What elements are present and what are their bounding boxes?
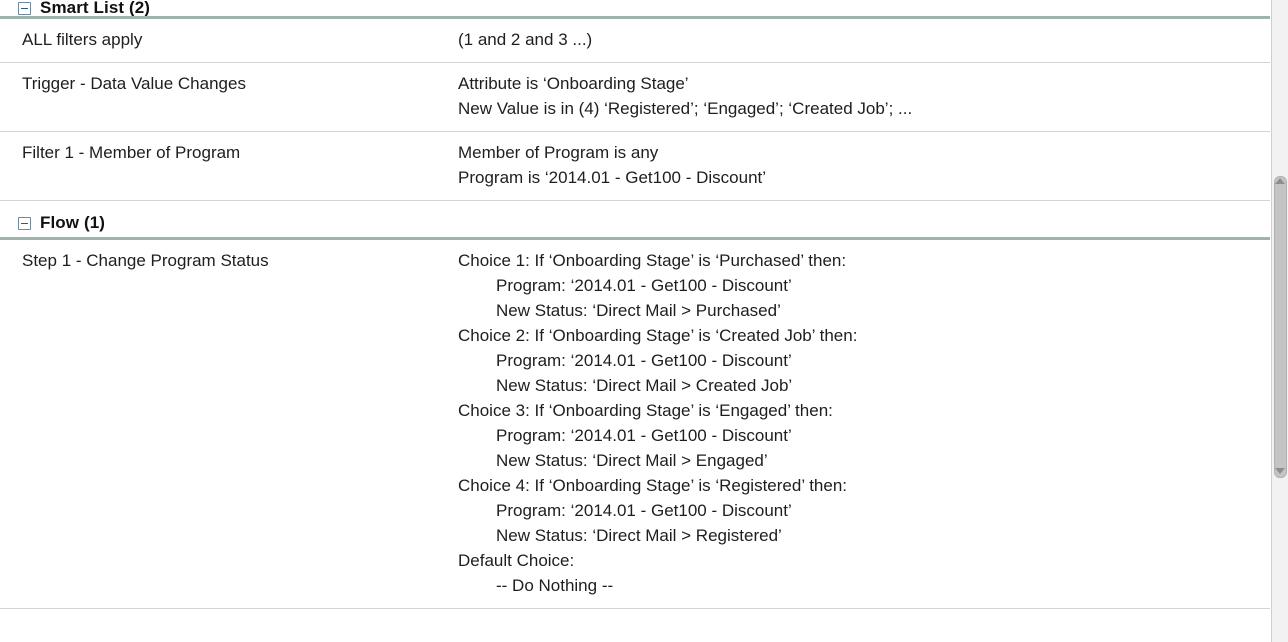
value-line: Choice 2: If ‘Onboarding Stage’ is ‘Created Job’ then: [458, 326, 858, 345]
smart-list-title: Smart List (2) [40, 0, 151, 16]
table-row [0, 63, 1270, 132]
value-line: Choice 4: If ‘Onboarding Stage’ is ‘Registered’ then: [458, 476, 848, 495]
vertical-scrollbar[interactable] [1271, 0, 1288, 642]
flow-header-wrap [0, 201, 1270, 237]
value-line: Program is ‘2014.01 - Get100 - Discount’ [458, 168, 767, 187]
collapse-toggle-icon[interactable] [18, 2, 31, 15]
row-label: Trigger - Data Value Changes [22, 74, 246, 93]
value-line: -- Do Nothing -- [496, 576, 614, 595]
row-label: Step 1 - Change Program Status [22, 251, 269, 270]
row-value [444, 18, 1270, 63]
value-line: Program: ‘2014.01 - Get100 - Discount’ [496, 276, 792, 295]
table-row [0, 132, 1270, 201]
value-line: New Value is in (4) ‘Registered’; ‘Engaged’; ‘Created Job’; ... [458, 99, 913, 118]
flow-title: Flow (1) [40, 213, 106, 232]
smart-list-section-header[interactable] [0, 0, 1270, 16]
row-value [444, 63, 1270, 132]
value-line: (1 and 2 and 3 ...) [458, 30, 593, 49]
value-line: New Status: ‘Direct Mail > Engaged’ [496, 451, 768, 470]
scroll-down-arrow[interactable] [1275, 468, 1285, 474]
value-line: New Status: ‘Direct Mail > Registered’ [496, 526, 782, 545]
smart-list-table [0, 16, 1270, 201]
value-line: Program: ‘2014.01 - Get100 - Discount’ [496, 501, 792, 520]
value-line: Program: ‘2014.01 - Get100 - Discount’ [496, 426, 792, 445]
value-line: Program: ‘2014.01 - Get100 - Discount’ [496, 351, 792, 370]
value-line: Choice 3: If ‘Onboarding Stage’ is ‘Engaged’ then: [458, 401, 833, 420]
scroll-thumb[interactable] [1274, 176, 1287, 478]
value-line: Member of Program is any [458, 143, 659, 162]
table-row [0, 239, 1270, 609]
flow-section-header[interactable] [0, 213, 1270, 237]
flow-table [0, 237, 1270, 609]
row-label: ALL filters apply [22, 30, 143, 49]
value-line: New Status: ‘Direct Mail > Purchased’ [496, 301, 781, 320]
row-value [444, 132, 1270, 201]
value-line: New Status: ‘Direct Mail > Created Job’ [496, 376, 793, 395]
value-line: Attribute is ‘Onboarding Stage’ [458, 74, 689, 93]
scroll-up-arrow[interactable] [1275, 178, 1285, 184]
smart-list-header-clip [0, 0, 1270, 16]
value-line: Choice 1: If ‘Onboarding Stage’ is ‘Purchased’ then: [458, 251, 847, 270]
row-label: Filter 1 - Member of Program [22, 143, 241, 162]
table-row [0, 18, 1270, 63]
value-line: Default Choice: [458, 551, 575, 570]
row-value [444, 239, 1270, 609]
collapse-toggle-icon[interactable] [18, 217, 31, 230]
